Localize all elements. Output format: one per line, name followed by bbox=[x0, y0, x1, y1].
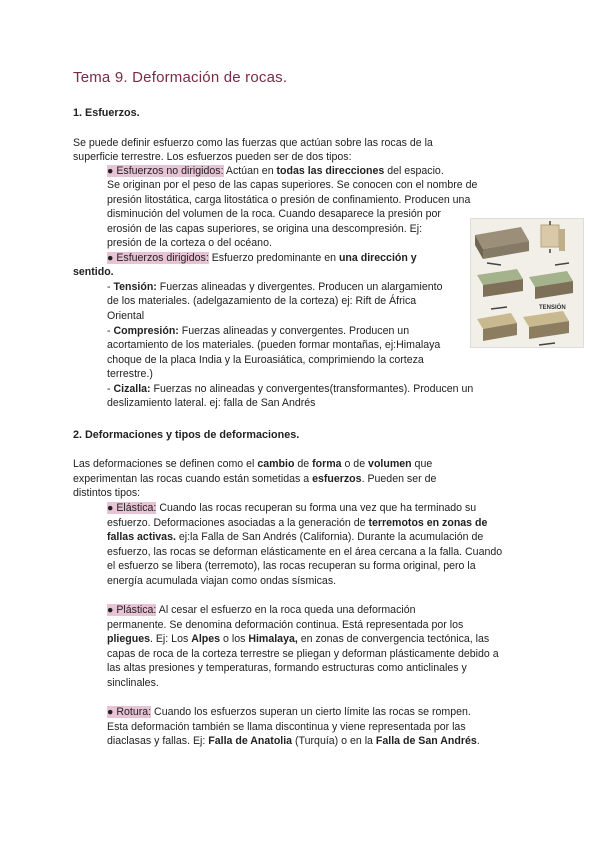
nd-line: erosión de las capas superiores, se origina una descompresión. Ej: bbox=[107, 223, 423, 235]
directed-stress-label: ● Esfuerzos dirigidos: bbox=[107, 252, 209, 264]
emphasis: Falla de San Andrés bbox=[375, 735, 477, 747]
shear-label: Cizalla: bbox=[113, 383, 151, 395]
section-1-heading: 1. Esfuerzos. bbox=[73, 107, 140, 119]
emphasis: cambio bbox=[257, 458, 295, 470]
rupture-line: Esta deformación también se llama discontinua y viene representada por las bbox=[107, 721, 466, 733]
elastic-line: esfuerzo, las rocas se deforman elásticamente en el área cercana a la falla. Cuando bbox=[107, 546, 503, 558]
non-directed-stress-item bbox=[107, 164, 444, 179]
text: Las deformaciones se definen como el bbox=[73, 458, 258, 470]
text: . Ej: Los bbox=[149, 633, 192, 645]
nd-line: disminución del volumen de la roca. Cuando desaparece la presión por bbox=[107, 208, 441, 220]
text: del espacio. bbox=[384, 165, 444, 177]
nd-line: presión litostática, carga litostática o presión de confinamiento. Producen una bbox=[107, 194, 471, 206]
emphasis: fallas activas. bbox=[107, 531, 176, 543]
s1-intro-line: Se puede definir esfuerzo como las fuerzas que actúan sobre las rocas de la bbox=[73, 137, 433, 149]
text: (Turquía) o en la bbox=[292, 735, 376, 747]
emphasis: sentido. bbox=[73, 266, 114, 278]
emphasis: pliegues bbox=[107, 633, 150, 645]
dash: - bbox=[107, 325, 114, 337]
dash: - bbox=[107, 281, 114, 293]
compression-label: Compresión: bbox=[113, 325, 179, 337]
stress-illustration bbox=[471, 219, 583, 347]
plastic-line: las altas presiones y temperaturas, formando estructuras como anticlinales y bbox=[107, 662, 467, 674]
emphasis: todas las direcciones bbox=[276, 165, 385, 177]
elastic-line bbox=[107, 530, 483, 545]
text: Actúan en bbox=[223, 165, 277, 177]
text: Fuerzas alineadas y divergentes. Producen un alargamiento bbox=[156, 281, 443, 293]
text: Esfuerzo predominante en bbox=[208, 252, 339, 264]
emphasis: Himalaya, bbox=[248, 633, 298, 645]
rupture-line bbox=[107, 734, 480, 749]
text: o los bbox=[220, 633, 249, 645]
stress-types-figure bbox=[470, 218, 584, 348]
tension-line: de los materiales. (adelgazamiento de la corteza) ej: Rift de África bbox=[107, 295, 417, 307]
s2-intro-line bbox=[73, 472, 436, 487]
tension-item bbox=[107, 280, 442, 295]
plastic-line bbox=[107, 632, 489, 647]
text: que bbox=[411, 458, 433, 470]
emphasis: volumen bbox=[368, 458, 412, 470]
page-title: Tema 9. Deformación de rocas. bbox=[73, 69, 288, 86]
section-2-heading: 2. Deformaciones y tipos de deformaciones. bbox=[73, 429, 300, 441]
shear-item bbox=[107, 382, 473, 397]
compression-item bbox=[107, 324, 409, 339]
emphasis: una dirección y bbox=[338, 252, 417, 264]
text: Fuerzas no alineadas y convergentes(transformantes). Producen un bbox=[150, 383, 474, 395]
rupture-item bbox=[107, 705, 471, 720]
dash: - bbox=[107, 383, 114, 395]
shear-line: deslizamiento lateral. ej: falla de San Andrés bbox=[107, 397, 316, 409]
s2-intro-line bbox=[73, 457, 432, 472]
directed-stress-continuation bbox=[73, 265, 114, 280]
rupture-label: ● Rotura: bbox=[107, 706, 152, 718]
compression-line: terrestre.) bbox=[107, 368, 153, 380]
directed-stress-item bbox=[107, 251, 417, 266]
emphasis: esfuerzos bbox=[312, 473, 362, 485]
compression-line: acortamiento de los materiales. (pueden formar montañas, ej:Himalaya bbox=[107, 339, 441, 351]
plastic-line: capas de roca de la corteza terrestre se pliegan y deforman plásticamente debido a bbox=[107, 648, 499, 660]
nd-line: Se originan por el peso de las capas superiores. Se conocen con el nombre de bbox=[107, 179, 478, 191]
text: en zonas de convergencia tectónica, las bbox=[297, 633, 490, 645]
text: Cuando los esfuerzos superan un cierto límite las rocas se rompen. bbox=[151, 706, 471, 718]
s1-intro-line: superficie terrestre. Los esfuerzos pueden ser de dos tipos: bbox=[73, 151, 352, 163]
emphasis: Falla de Anatolia bbox=[208, 735, 293, 747]
elastic-line: el esfuerzo se libera (terremoto), las rocas recuperan su forma original, pero la bbox=[107, 560, 476, 572]
emphasis: Alpes bbox=[191, 633, 221, 645]
elastic-line: energía acumulada viajan como ondas sísmicas. bbox=[107, 575, 337, 587]
text: ej:la Falla de San Andrés (California). Durante la acumulación de bbox=[175, 531, 484, 543]
emphasis: terremotos en zonas de bbox=[368, 517, 488, 529]
text: Cuando las rocas recuperan su forma una vez que ha terminado su bbox=[156, 502, 477, 514]
elastic-item bbox=[107, 501, 476, 516]
plastic-label: ● Plástica: bbox=[107, 604, 157, 616]
non-directed-stress-label: ● Esfuerzos no dirigidos: bbox=[107, 165, 224, 177]
s2-intro-line: distintos tipos: bbox=[73, 487, 141, 499]
plastic-line: permanente. Se denomina deformación continua. Está representada por los bbox=[107, 619, 464, 631]
text: Al cesar el esfuerzo en la roca queda una deformación bbox=[156, 604, 416, 616]
tension-line: Oriental bbox=[107, 310, 145, 322]
elastic-line bbox=[107, 516, 487, 531]
text: . Pueden ser de bbox=[361, 473, 437, 485]
plastic-item bbox=[107, 603, 416, 618]
elastic-label: ● Elástica: bbox=[107, 502, 157, 514]
tension-label: Tensión: bbox=[113, 281, 157, 293]
emphasis: forma bbox=[312, 458, 342, 470]
text: de bbox=[294, 458, 313, 470]
tension-figure-label: TENSIÓN bbox=[539, 305, 566, 311]
nd-line: presión de la corteza o del océano. bbox=[107, 237, 272, 249]
text: diaclasas y fallas. Ej: bbox=[107, 735, 209, 747]
text: esfuerzo. Deformaciones asociadas a la generación de bbox=[107, 517, 369, 529]
text: experimentan las rocas cuando están sometidas a bbox=[73, 473, 313, 485]
text: o de bbox=[341, 458, 369, 470]
plastic-line: sinclinales. bbox=[107, 677, 159, 689]
compression-line: choque de la placa India y la Euroasiática, comprimiendo la corteza bbox=[107, 354, 424, 366]
text: Fuerzas alineadas y convergentes. Producen un bbox=[178, 325, 410, 337]
text: . bbox=[476, 735, 480, 747]
